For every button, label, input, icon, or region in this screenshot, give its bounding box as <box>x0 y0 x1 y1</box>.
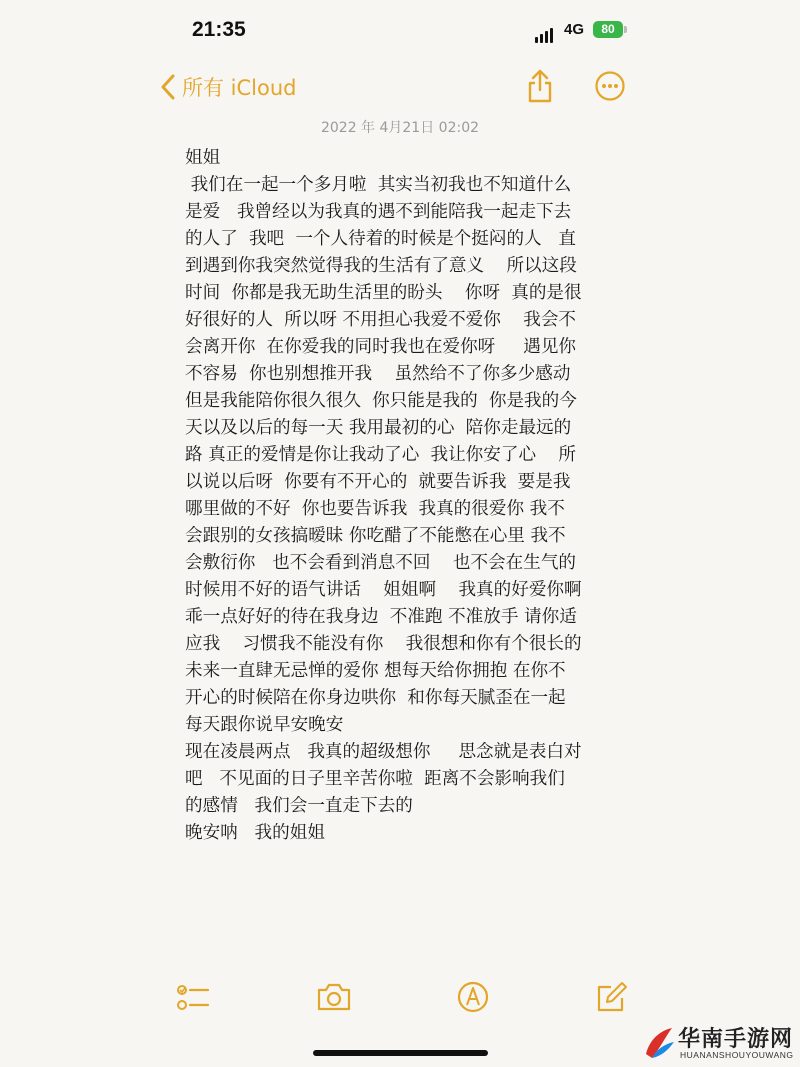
checklist-button[interactable] <box>176 980 210 1018</box>
note-line: 好很好的人 所以呀 不用担心我爱不爱你 我会不 <box>185 310 577 330</box>
note-line: 的人了 我吧 一个人待着的时候是个挺闷的人 直 <box>185 229 577 249</box>
note-line: 时间 你都是我无助生活里的盼头 你呀 真的是很 <box>185 283 582 303</box>
battery-tip <box>624 26 627 33</box>
note-line: 但是我能陪你很久很久 你只能是我的 你是我的今 <box>185 391 577 411</box>
note-line: 会跟别的女孩搞暧昧 你吃醋了不能憋在心里 我不 <box>185 526 566 546</box>
note-line: 路 真正的爱情是你让我动了心 我让你安了心 所 <box>185 445 577 465</box>
note-line: 天以及以后的每一天 我用最初的心 陪你走最远的 <box>185 418 572 438</box>
note-line: 以说以后呀 你要有不开心的 就要告诉我 要是我 <box>185 472 571 492</box>
note-line: 姐姐 <box>185 148 221 168</box>
note-line: 开心的时候陪在你身边哄你 和你每天腻歪在一起 <box>185 688 566 708</box>
note-line: 是爱 我曾经以为我真的遇不到能陪我一起走下去 <box>185 202 572 222</box>
back-label: 所有 iCloud <box>182 76 297 100</box>
note-line: 吧 不见面的日子里辛苦你啦 距离不会影响我们 <box>185 769 565 789</box>
share-icon <box>524 68 556 104</box>
camera-button[interactable] <box>316 980 352 1018</box>
signal-icon <box>535 24 555 43</box>
note-line: 会离开你 在你爱我的同时我也在爱你呀 遇见你 <box>185 337 577 357</box>
markup-button[interactable] <box>456 980 490 1018</box>
note-line: 到遇到你我突然觉得我的生活有了意义 所以这段 <box>185 256 577 276</box>
watermark-title: 华南手游网 <box>678 1027 794 1052</box>
note-line: 未来一直肆无忌惮的爱你 想每天给你拥抱 在你不 <box>185 661 566 681</box>
watermark-subtitle: HUANANSHOUYOUWANG <box>680 1050 794 1060</box>
note-line: 会敷衍你 也不会看到消息不回 也不会在生气的 <box>185 553 577 573</box>
bottom-toolbar <box>0 976 800 1022</box>
note-line: 我们在一起一个多月啦 其实当初我也不知道什么 <box>185 175 572 195</box>
home-indicator[interactable] <box>313 1050 488 1056</box>
note-date: 2022 年 4月21日 02:02 <box>320 120 480 136</box>
battery-icon: 80 <box>593 21 623 38</box>
note-body[interactable] <box>185 145 615 847</box>
more-button[interactable] <box>594 70 626 106</box>
nav-bar <box>0 62 800 112</box>
compose-icon <box>594 980 628 1014</box>
status-time: 21:35 <box>192 18 246 41</box>
status-bar <box>0 0 800 60</box>
more-icon <box>594 70 626 102</box>
note-line: 现在凌晨两点 我真的超级想你 思念就是表白对 <box>185 742 582 762</box>
compose-button[interactable] <box>594 980 628 1018</box>
back-button[interactable] <box>160 70 297 104</box>
camera-icon <box>316 980 352 1014</box>
note-line: 时候用不好的语气讲话 姐姐啊 我真的好爱你啊 <box>185 580 582 600</box>
watermark-logo-icon <box>642 1024 676 1062</box>
network-type: 4G <box>564 21 585 38</box>
note-line: 哪里做的不好 你也要告诉我 我真的很爱你 我不 <box>185 499 565 519</box>
note-line: 乖一点好好的待在我身边 不准跑 不准放手 请你适 <box>185 607 577 627</box>
watermark <box>640 1022 800 1067</box>
checklist-icon <box>176 980 210 1014</box>
share-button[interactable] <box>524 68 556 108</box>
note-line: 不容易 你也别想推开我 虽然给不了你多少感动 <box>185 364 571 384</box>
markup-pen-icon <box>456 980 490 1014</box>
note-line: 晚安呐 我的姐姐 <box>185 823 325 843</box>
note-line: 每天跟你说早安晚安 <box>185 715 344 735</box>
note-line: 应我 习惯我不能没有你 我很想和你有个很长的 <box>185 634 582 654</box>
note-line: 的感情 我们会一直走下去的 <box>185 796 413 816</box>
chevron-left-icon <box>160 74 176 100</box>
